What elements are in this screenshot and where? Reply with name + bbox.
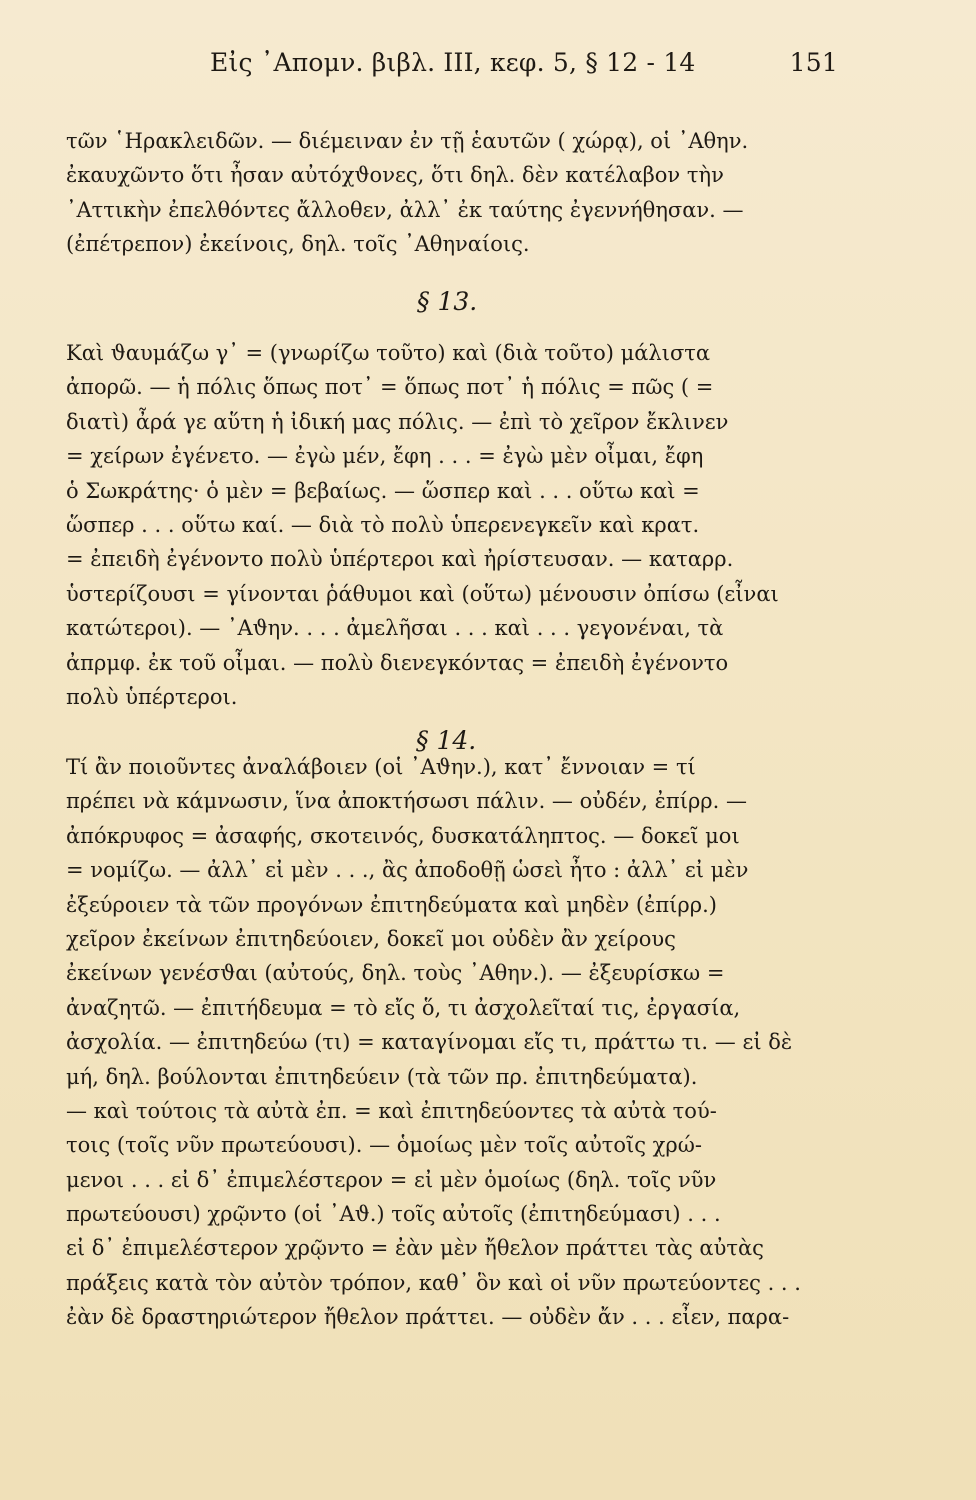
text-line: ἀπρμφ. ἐκ τοῦ οἶμαι. — πολὺ διενεγκόντας = ἐπειδὴ ἐγένοντο	[66, 650, 729, 675]
commentary-block-14	[66, 750, 838, 1335]
text-line: Καὶ ϑαυμάζω γ᾿ = (γνωρίζω τοῦτο) καὶ (διὰ τοῦτο) μάλιστα	[66, 341, 711, 365]
text-line: πολὺ ὑπέρτεροι.	[66, 684, 238, 709]
text-line: Τί ἂν ποιοῦντες ἀναλάβοιεν (οἱ ᾿Αϑην.), κατ᾿ ἔννοιαν = τί	[66, 755, 696, 779]
text-line: ἀναζητῶ. — ἐπιτήδευμα = τὸ εἴς ὅ, τι ἀσχολεῖταί τις, ἐργασία,	[66, 995, 741, 1020]
text-line: διατὶ) ἆρά γε αὕτη ἡ ἰδική μας πόλις. — ἐπὶ τὸ χεῖρον ἔκλινεν	[66, 409, 729, 434]
text-line: — καὶ τούτοις τὰ αὐτὰ ἐπ. = καὶ ἐπιτηδεύοντες τὰ αὐτὰ τού-	[66, 1098, 717, 1123]
text-line: ᾿Αττικὴν ἐπελθόντες ἄλλοθεν, ἀλλ᾿ ἐκ ταύτης ἐγεννήθησαν. —	[66, 197, 744, 222]
text-line: ὁ Σωκράτης· ὁ μὲν = βεβαίως. — ὥσπερ καὶ . . . οὕτω καὶ =	[66, 478, 700, 503]
text-line: τοις (τοῖς νῦν πρωτεύουσι). — ὁμοίως μὲν τοῖς αὐτοῖς χρώ-	[66, 1133, 702, 1158]
text-line: ἐὰν δὲ δραστηριώτερον ἤθελον πράττει. — οὐδὲν ἄν . . . εἶεν, παρα-	[66, 1305, 790, 1330]
text-line: μή, δηλ. βούλονται ἐπιτηδεύειν (τὰ τῶν πρ. ἐπιτηδεύματα).	[66, 1064, 698, 1089]
text-line: ὑστερίζουσι = γίνονται ῥάθυμοι καὶ (οὕτω) μένουσιν ὀπίσω (εἶναι	[66, 581, 779, 606]
text-line: εἰ δ᾿ ἐπιμελέστερον χρῷντο = ἐὰν μὲν ἤθελον πράττει τὰς αὐτὰς	[66, 1236, 764, 1261]
text-line: μενοι . . . εἰ δ᾿ ἐπιμελέστερον = εἰ μὲν ὁμοίως (δηλ. τοῖς νῦν	[66, 1167, 717, 1192]
text-line: πράξεις κατὰ τὸν αὐτὸν τρόπον, καθ᾿ ὃν καὶ οἱ νῦν πρωτεύοντες . . .	[66, 1270, 801, 1295]
text-line: = ἐπειδὴ ἐγένοντο πολὺ ὑπέρτεροι καὶ ἠρίστευσαν. — καταρρ.	[66, 547, 734, 572]
text-line: ἐκαυχῶντο ὅτι ἦσαν αὐτόχϑονες, ὅτι δηλ. δὲν κατέλαβον τὴν	[66, 163, 724, 188]
text-line: ἐξεύροιεν τὰ τῶν προγόνων ἐπιτηδεύματα καὶ μηδὲν (ἐπίρρ.)	[66, 892, 717, 917]
text-line: (ἐπέτρεπον) ἐκείνοις, δηλ. τοῖς ᾿Αθηναίοις.	[66, 232, 530, 257]
text-line: ἀπορῶ. — ἡ πόλις ὅπως ποτ᾿ = ὅπως ποτ᾿ ἡ πόλις = πῶς ( =	[66, 375, 714, 400]
text-line: = νομίζω. — ἀλλ᾿ εἰ μὲν . . ., ἂς ἀποδοθῇ ὡσεὶ ἦτο : ἀλλ᾿ εἰ μὲν	[66, 858, 749, 883]
text-line: κατώτεροι). — ᾿Αϑην. . . . ἀμελῆσαι . . . καὶ . . . γεγονέναι, τὰ	[66, 616, 724, 641]
page-header	[66, 48, 838, 88]
page-number: 151	[789, 48, 838, 77]
text-line: χεῖρον ἐκείνων ἐπιτηδεύοιεν, δοκεῖ μοι οὐδὲν ἂν χείρους	[66, 926, 676, 951]
commentary-block-13	[66, 336, 838, 714]
text-line: πρέπει νὰ κάμνωσιν, ἵνα ἀποκτήσωσι πάλιν. — οὐδέν, ἐπίρρ. —	[66, 789, 747, 814]
text-line: = χείρων ἐγένετο. — ἐγὼ μέν, ἔφη . . . = ἐγὼ μὲν οἶμαι, ἔφη	[66, 444, 704, 469]
section-heading-13: § 13.	[417, 287, 478, 316]
commentary-block-12	[66, 124, 838, 262]
running-title: Εἰς ᾿Απομν. βιβλ. III, κεφ. 5, § 12 - 14	[210, 48, 696, 77]
text-line: ἀπόκρυφος = ἀσαφής, σκοτεινός, δυσκατάληπτος. — δοκεῖ μοι	[66, 823, 740, 848]
text-line: ἐκείνων γενέσϑαι (αὐτούς, δηλ. τοὺς ᾿Αθην.). — ἐξευρίσκω =	[66, 961, 725, 986]
text-line: ὥσπερ . . . οὕτω καί. — διὰ τὸ πολὺ ὑπερενεγκεῖν καὶ κρατ.	[66, 512, 700, 537]
text-line: ἀσχολία. — ἐπιτηδεύω (τι) = καταγίνομαι εἴς τι, πράττω τι. — εἰ δὲ	[66, 1030, 793, 1055]
text-line: τῶν ῾Ηρακλειδῶν. — διέμειναν ἐν τῇ ἑαυτῶν ( χώρᾳ), οἱ ᾿Αθην.	[66, 129, 749, 153]
section-heading-14: § 14.	[416, 726, 477, 755]
text-line: πρωτεύουσι) χρῷντο (οἱ ᾿Αϑ.) τοῖς αὐτοῖς (ἐπιτηδεύμασι) . . .	[66, 1202, 721, 1227]
